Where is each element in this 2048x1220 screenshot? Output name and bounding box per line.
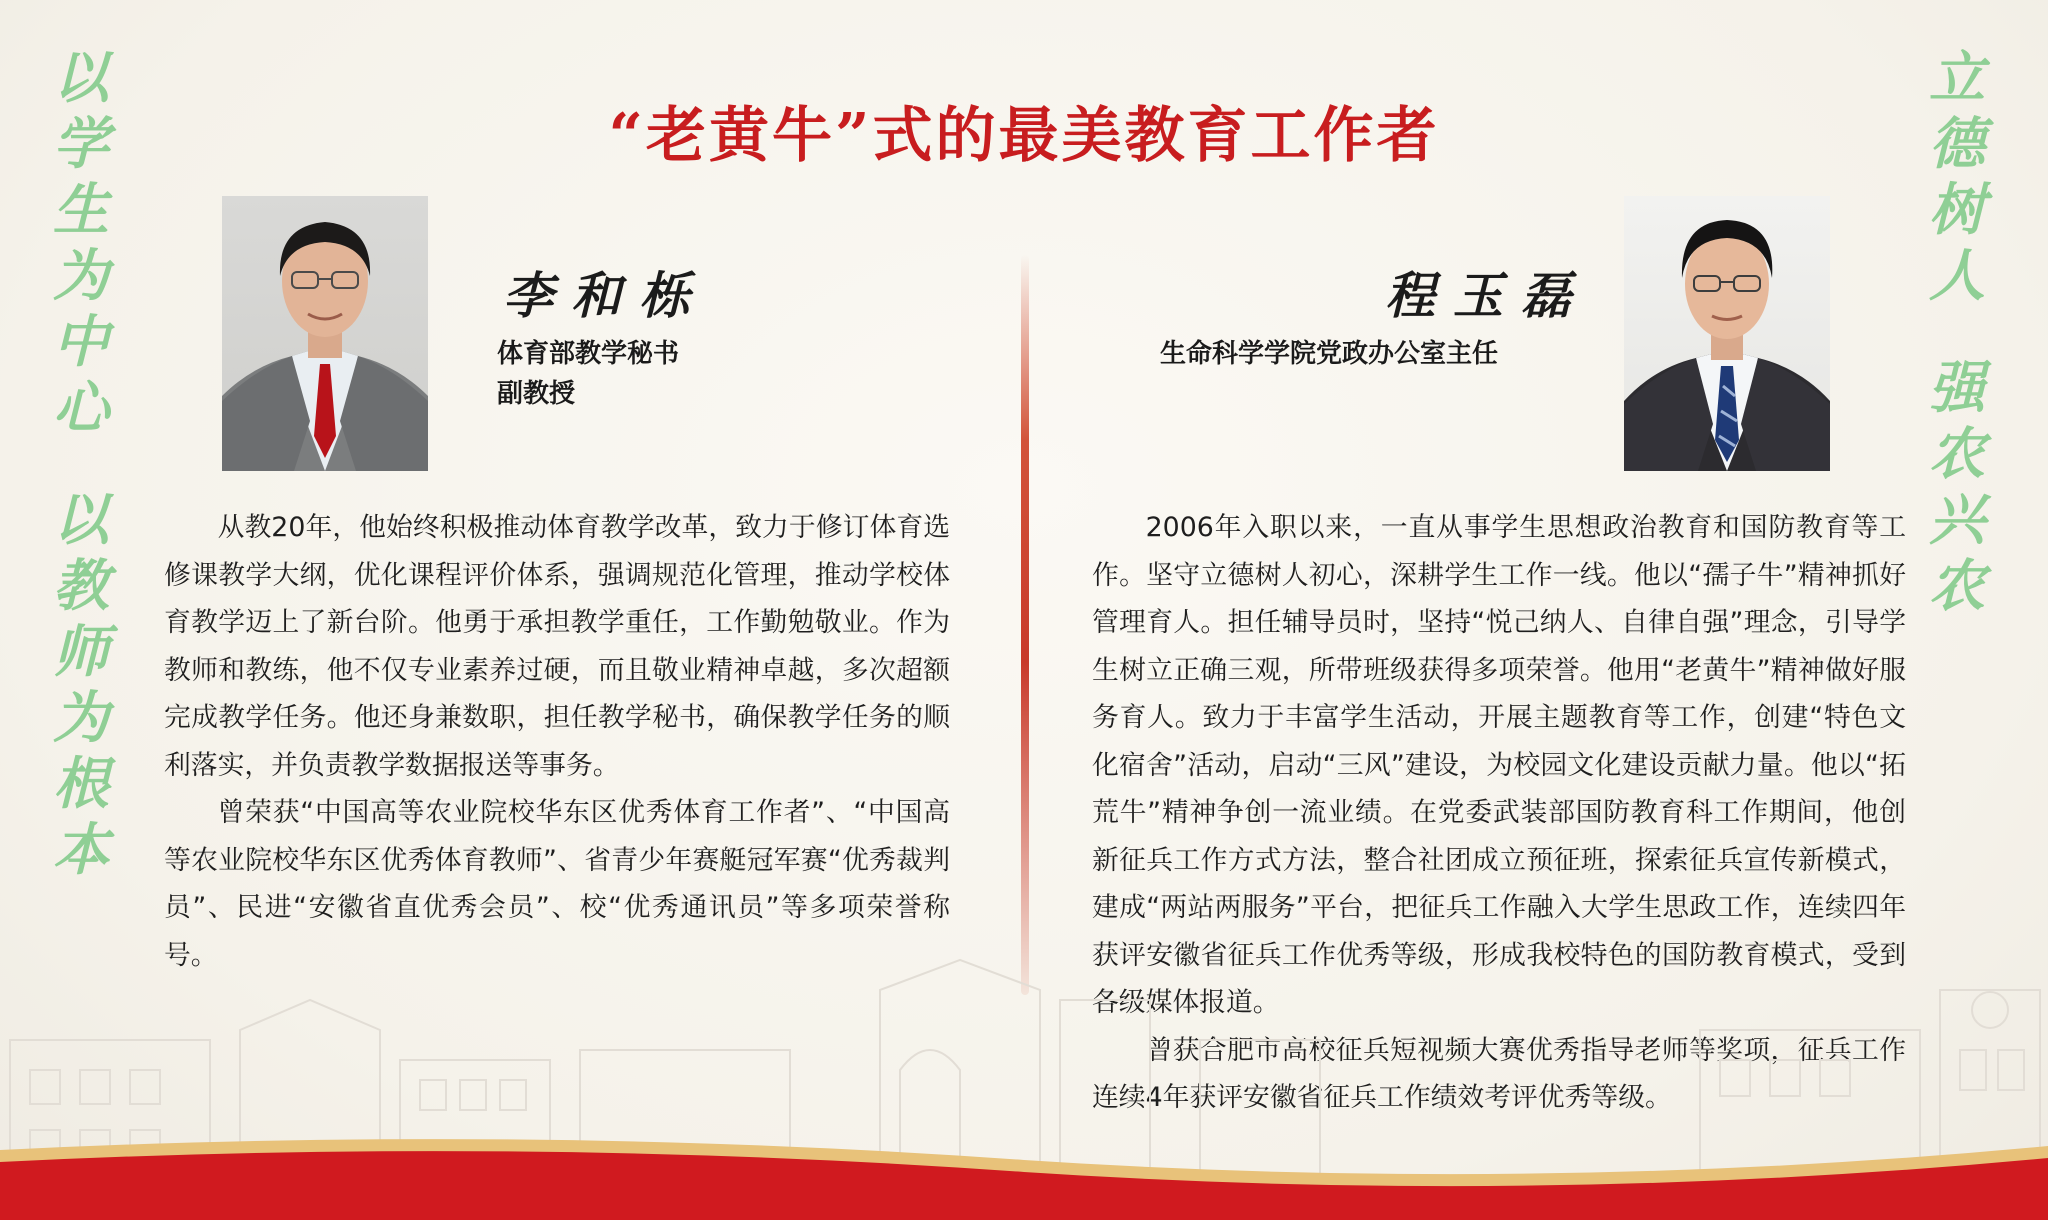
portrait-li — [222, 196, 428, 471]
roles-li — [497, 334, 679, 414]
slogan-char: 树 — [1929, 177, 1985, 243]
slogan-char: 教 — [53, 553, 109, 619]
slogan-char: 兴 — [1929, 487, 1985, 553]
slogan-char: 农 — [1929, 553, 1985, 619]
bio-paragraph: 曾荣获“中国高等农业院校华东区优秀体育工作者”、“中国高等农业院校华东区优秀体育教师”、省青少年赛艇冠军赛“优秀裁判员”、民进“安徽省直优秀会员”、校“优秀通讯员”等多项荣誉称号。 — [164, 797, 950, 971]
center-divider — [1021, 255, 1029, 995]
slogan-char: 以 — [53, 45, 109, 111]
slogan-char: 心 — [53, 375, 109, 441]
slogan-char: 立 — [1929, 45, 1985, 111]
role-line: 体育部教学秘书 — [497, 339, 680, 369]
slogan-char: 为 — [53, 685, 109, 751]
person-name-li: 李和栎 — [503, 266, 707, 325]
slogan-char: 本 — [53, 817, 109, 883]
bio-paragraph: 曾获合肥市高校征兵短视频大赛优秀指导老师等奖项，征兵工作连续4年获评安徽省征兵工作绩效考评优秀等级。 — [1092, 1034, 1906, 1113]
person-name-cheng: 程玉磊 — [1385, 266, 1589, 325]
slogan-char: 德 — [1929, 111, 1985, 177]
role-line: 生命科学学院党政办公室主任 — [1160, 339, 1499, 369]
slogan-char: 中 — [53, 309, 109, 375]
portrait-cheng — [1624, 196, 1830, 471]
slogan-char: 根 — [53, 751, 109, 817]
role-line: 副教授 — [497, 379, 576, 409]
bio-paragraph: 从教20年，他始终积极推动体育教学改革，致力于修订体育选修课教学大纲，优化课程评价体系，强调规范化管理，推动学校体育教学迈上了新台阶。他勇于承担教学重任，工作勤勉敬业。作为教师和教练，他不仅专业素养过硬，而且敬业精神卓越，多次超额完成教学任务。他还身兼数职，担任教学秘书，确保教学任务的顺利落实，并负责教学数据报送等事务。 — [164, 512, 950, 781]
roles-cheng — [1160, 334, 1498, 374]
slogan-char: 学 — [53, 111, 109, 177]
slogan-char: 师 — [53, 619, 109, 685]
portrait-li-drawing — [222, 196, 428, 471]
bio-li — [164, 504, 950, 979]
bottom-wave-decoration — [0, 1130, 2048, 1220]
slogan-char: 强 — [1929, 355, 1985, 421]
portrait-cheng-drawing — [1624, 196, 1830, 471]
bio-paragraph: 2006年入职以来，一直从事学生思想政治教育和国防教育等工作。坚守立德树人初心，深耕学生工作一线。他以“孺子牛”精神抓好管理育人。担任辅导员时，坚持“悦己纳人、自律自强”理念，引导学生树立正确三观，所带班级获得多项荣誉。他用“老黄牛”精神做好服务育人。致力于丰富学生活动，开展主题教育等工作，创建“特色文化宿舍”活动，启动“三风”建设，为校园文化建设贡献力量。他以“拓荒牛”精神争创一流业绩。在党委武装部国防教育科工作期间，他创新征兵工作方式方法，整合社团成立预征班，探索征兵宣传新模式，建成“两站两服务”平台，把征兵工作融入大学生思政工作，连续四年获评安徽省征兵工作优秀等级，形成我校特色的国防教育模式，受到各级媒体报道。 — [1092, 512, 1906, 1018]
slogan-char: 人 — [1929, 243, 1985, 309]
page-title: “老黄牛”式的最美教育工作者 — [608, 101, 1440, 171]
slogan-char: 以 — [53, 487, 109, 553]
slogan-char: 为 — [53, 243, 109, 309]
slogan-char: 生 — [53, 177, 109, 243]
slogan-char: 农 — [1929, 421, 1985, 487]
